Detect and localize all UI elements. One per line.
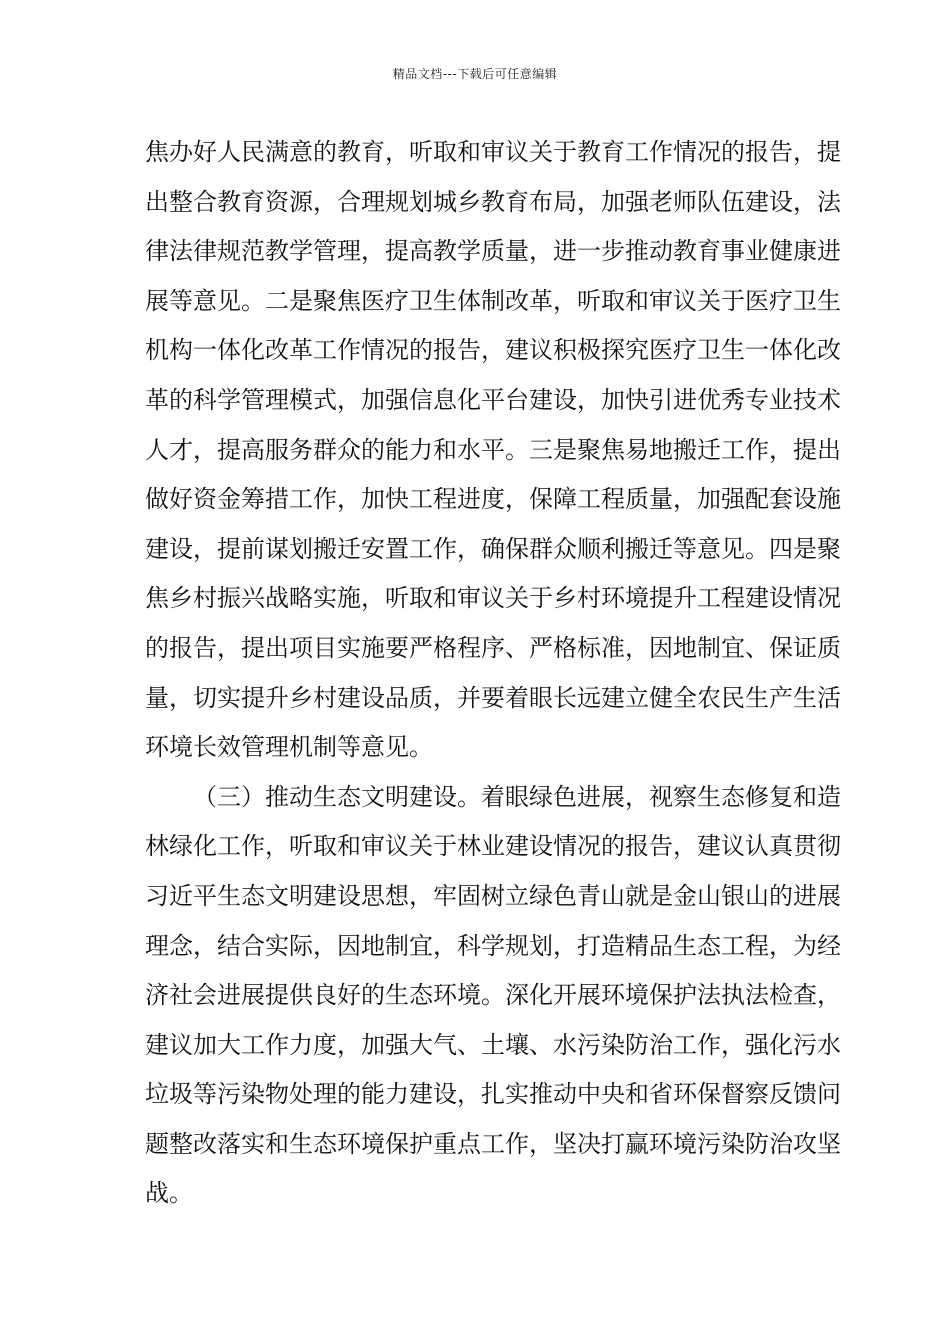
text-line: 习近平生态文明建设思想，牢固树立绿色青山就是金山银山的进展 xyxy=(145,881,841,910)
text-line: 做好资金筹措工作，加快工程进度，保障工程质量，加强配套设施 xyxy=(145,485,841,514)
text-line: 革的科学管理模式，加强信息化平台建设，加快引进优秀专业技术 xyxy=(145,385,841,414)
text-line: 律法律规范教学管理，提高教学质量，进一步推动教育事业健康进 xyxy=(145,237,841,266)
text-line: 展等意见。二是聚焦医疗卫生体制改革，听取和审议关于医疗卫生 xyxy=(145,286,841,315)
text-line: 焦乡村振兴战略实施，听取和审议关于乡村环境提升工程建设情况 xyxy=(145,584,841,613)
paragraph-2 xyxy=(145,773,841,1219)
text-line: 环境长效管理机制等意见。 xyxy=(145,733,433,762)
text-line: 垃圾等污染物处理的能力建设，扎实推动中央和省环保督察反馈问 xyxy=(145,1080,841,1109)
paragraph-1 xyxy=(145,128,841,773)
text-line: 战。 xyxy=(145,1179,193,1208)
body-text xyxy=(145,128,841,1219)
text-line: 济社会进展提供良好的生态环境。深化开展环境保护法执法检查， xyxy=(145,981,841,1010)
text-line: 建议加大工作力度，加强大气、土壤、水污染防治工作，强化污水 xyxy=(145,1030,841,1059)
text-line: 量，切实提升乡村建设品质，并要着眼长远建立健全农民生产生活 xyxy=(145,683,841,712)
text-line: 的报告，提出项目实施要严格程序、严格标准，因地制宜、保证质 xyxy=(145,633,841,662)
text-line: 建设，提前谋划搬迁安置工作，确保群众顺利搬迁等意见。四是聚 xyxy=(145,534,841,563)
text-line: 人才，提高服务群众的能力和水平。三是聚焦易地搬迁工作，提出 xyxy=(145,435,841,464)
text-line: 理念，结合实际，因地制宜，科学规划，打造精品生态工程，为经 xyxy=(145,931,841,960)
text-line: 焦办好人民满意的教育，听取和审议关于教育工作情况的报告，提 xyxy=(145,138,841,166)
page-header: 精品文档---下载后可任意编辑 xyxy=(392,67,558,81)
text-line: 机构一体化改革工作情况的报告，建议积极探究医疗卫生一体化改 xyxy=(145,336,841,365)
text-line: 林绿化工作，听取和审议关于林业建设情况的报告，建议认真贯彻 xyxy=(145,832,841,861)
text-line: （三）推动生态文明建设。着眼绿色进展，视察生态修复和造 xyxy=(193,782,841,811)
text-line: 出整合教育资源，合理规划城乡教育布局，加强老师队伍建设，法 xyxy=(145,187,841,216)
text-line: 题整改落实和生态环境保护重点工作，坚决打赢环境污染防治攻坚 xyxy=(145,1129,841,1158)
